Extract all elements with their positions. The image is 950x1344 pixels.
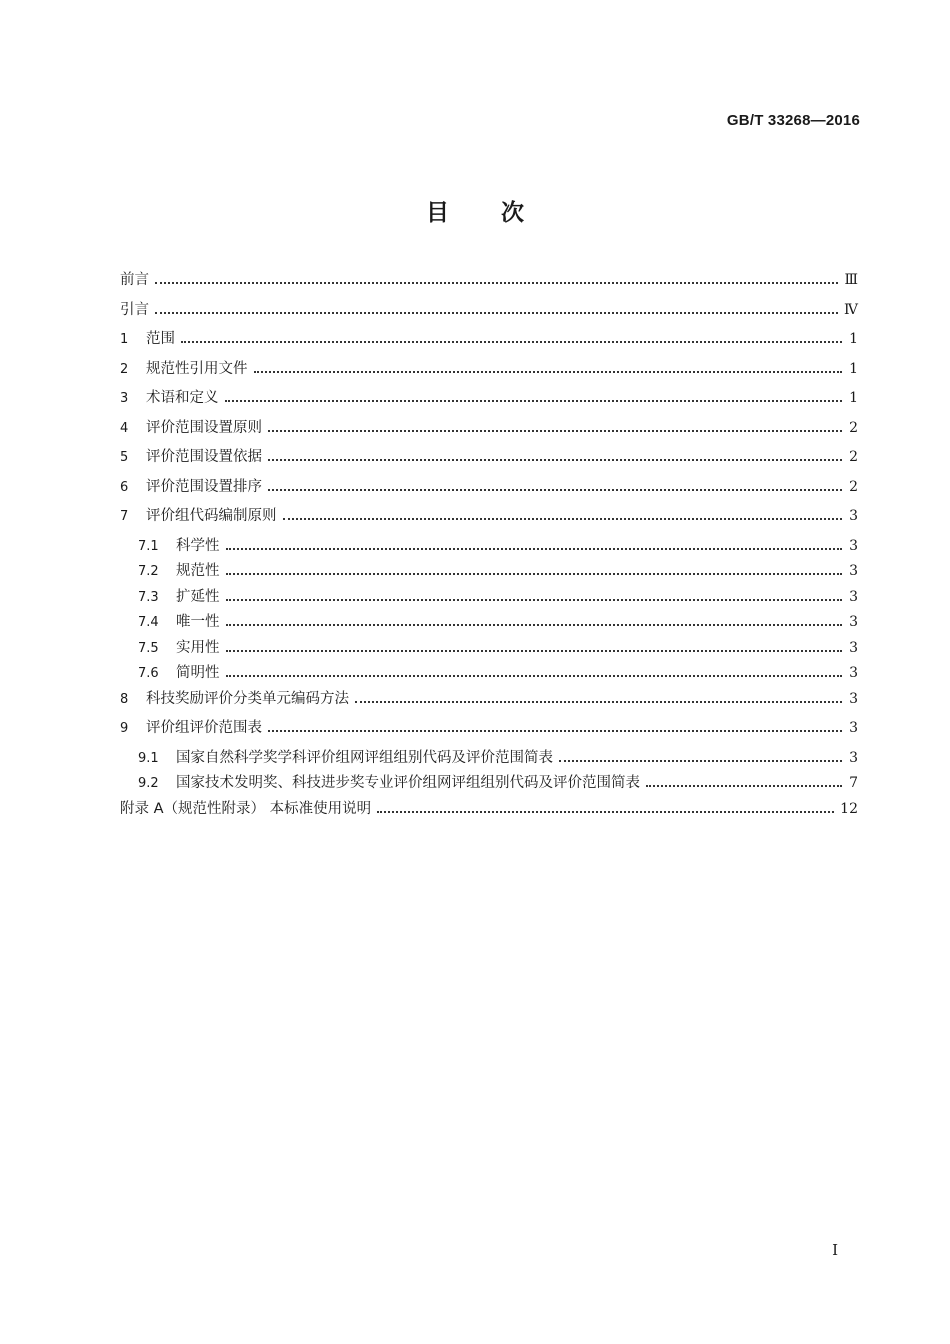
toc-entry-number: 9.2 bbox=[138, 776, 159, 791]
toc-entry-label: 范围 bbox=[146, 331, 175, 347]
toc-entry-number: 7.2 bbox=[138, 564, 159, 579]
toc-dot-leader bbox=[254, 371, 843, 373]
toc-entry-page: 3 bbox=[849, 720, 858, 736]
toc-entry[interactable] bbox=[120, 690, 858, 720]
toc-entry-label: 规范性 bbox=[176, 563, 220, 579]
page-number: I bbox=[832, 1241, 838, 1259]
toc-entry-number: 5 bbox=[120, 450, 129, 465]
toc-entry-label: 唯一性 bbox=[176, 614, 220, 630]
toc-dot-leader bbox=[155, 312, 838, 314]
toc-entry[interactable] bbox=[120, 330, 858, 360]
toc-entry-label: 规范性引用文件 bbox=[146, 360, 248, 377]
toc-entry[interactable] bbox=[120, 301, 858, 331]
toc-entry-page: 7 bbox=[849, 775, 858, 791]
table-of-contents bbox=[120, 271, 858, 829]
toc-entry-number: 7.6 bbox=[138, 666, 159, 681]
toc-entry[interactable] bbox=[120, 360, 858, 390]
toc-dot-leader bbox=[268, 459, 842, 461]
toc-entry-label: 评价范围设置依据 bbox=[146, 449, 262, 465]
toc-dot-leader bbox=[226, 599, 843, 601]
toc-entry[interactable] bbox=[120, 588, 858, 614]
toc-entry[interactable] bbox=[120, 749, 858, 775]
toc-entry-label: 术语和定义 bbox=[146, 390, 219, 406]
toc-entry-label: 实用性 bbox=[176, 639, 220, 656]
toc-entry-label: 附录 A（规范性附录） 本标准使用说明 bbox=[120, 800, 372, 817]
toc-entry-page: 2 bbox=[849, 478, 858, 495]
toc-entry[interactable] bbox=[120, 537, 858, 563]
toc-entry[interactable] bbox=[120, 389, 858, 419]
toc-entry-label: 评价范围设置排序 bbox=[146, 478, 262, 495]
toc-dot-leader bbox=[355, 701, 842, 703]
toc-entry-page: 1 bbox=[849, 360, 858, 377]
toc-dot-leader bbox=[377, 811, 834, 813]
toc-entry[interactable] bbox=[120, 478, 858, 508]
toc-entry-number: 8 bbox=[120, 691, 129, 707]
toc-entry-page: 3 bbox=[849, 508, 858, 524]
toc-entry[interactable] bbox=[120, 562, 858, 588]
toc-entry-label: 简明性 bbox=[176, 665, 220, 681]
toc-entry-number: 9.1 bbox=[138, 750, 159, 766]
toc-entry-page: 3 bbox=[849, 690, 858, 707]
toc-dot-leader bbox=[268, 730, 842, 732]
toc-entry-number: 3 bbox=[120, 391, 129, 406]
toc-dot-leader bbox=[181, 341, 842, 343]
toc-entry-label: 科学性 bbox=[176, 537, 220, 554]
toc-dot-leader bbox=[226, 624, 843, 626]
toc-entry-page: 3 bbox=[849, 639, 858, 656]
toc-dot-leader bbox=[225, 400, 843, 402]
toc-dot-leader bbox=[155, 282, 838, 284]
toc-entry-label: 扩延性 bbox=[176, 588, 220, 605]
toc-entry[interactable] bbox=[120, 419, 858, 449]
toc-entry-page: 3 bbox=[849, 665, 858, 681]
toc-dot-leader bbox=[226, 548, 843, 550]
toc-entry-number: 7.4 bbox=[138, 615, 159, 630]
toc-entry-number: 6 bbox=[120, 479, 129, 495]
toc-entry-page: 1 bbox=[849, 331, 858, 347]
toc-entry[interactable] bbox=[120, 639, 858, 665]
toc-entry-page: 3 bbox=[849, 614, 858, 630]
standard-code: GB/T 33268—2016 bbox=[726, 112, 860, 129]
toc-entry-label: 引言 bbox=[120, 301, 149, 318]
toc-entry-number: 7.5 bbox=[138, 640, 159, 656]
toc-entry-number: 1 bbox=[120, 332, 129, 347]
toc-entry-page: 1 bbox=[849, 390, 858, 406]
toc-entry[interactable] bbox=[120, 448, 858, 478]
toc-entry-label: 评价组评价范围表 bbox=[146, 720, 262, 736]
toc-entry-label: 评价组代码编制原则 bbox=[146, 508, 277, 524]
toc-entry[interactable] bbox=[120, 664, 858, 690]
toc-entry-number: 7 bbox=[120, 509, 129, 524]
toc-entry[interactable] bbox=[120, 507, 858, 537]
toc-dot-leader bbox=[226, 650, 843, 652]
toc-entry-number: 9 bbox=[120, 721, 129, 736]
toc-entry-label: 评价范围设置原则 bbox=[146, 419, 262, 436]
toc-entry-page: 3 bbox=[849, 749, 858, 766]
toc-entry-number: 4 bbox=[120, 420, 129, 436]
toc-entry-page: 3 bbox=[849, 537, 858, 554]
toc-entry-page: 2 bbox=[849, 449, 858, 465]
toc-entry-page: Ⅳ bbox=[844, 301, 858, 318]
toc-dot-leader bbox=[226, 675, 843, 677]
toc-entry-page: 3 bbox=[849, 588, 858, 605]
toc-entry-label: 国家技术发明奖、科技进步奖专业评价组网评组组别代码及评价范围简表 bbox=[176, 775, 640, 791]
toc-entry[interactable] bbox=[120, 271, 858, 301]
toc-dot-leader bbox=[283, 518, 843, 520]
toc-dot-leader bbox=[559, 760, 842, 762]
toc-dot-leader bbox=[268, 489, 842, 491]
toc-entry-page: 2 bbox=[849, 419, 858, 436]
toc-entry-number: 2 bbox=[120, 361, 129, 377]
toc-entry[interactable] bbox=[120, 613, 858, 639]
toc-entry-page: 3 bbox=[849, 563, 858, 579]
toc-dot-leader bbox=[226, 573, 843, 575]
toc-entry-label: 科技奖励评价分类单元编码方法 bbox=[146, 690, 349, 707]
toc-entry-label: 国家自然科学奖学科评价组网评组组别代码及评价范围简表 bbox=[176, 749, 553, 766]
toc-entry[interactable] bbox=[120, 800, 858, 830]
toc-entry-page: 12 bbox=[840, 800, 858, 817]
page-title: 目次 bbox=[426, 200, 576, 226]
toc-dot-leader bbox=[268, 430, 842, 432]
toc-entry-number: 7.3 bbox=[138, 589, 159, 605]
toc-entry-page: Ⅲ bbox=[844, 272, 858, 288]
toc-entry[interactable] bbox=[120, 774, 858, 800]
toc-entry-number: 7.1 bbox=[138, 538, 159, 554]
toc-dot-leader bbox=[646, 785, 842, 787]
toc-entry-label: 前言 bbox=[120, 272, 149, 288]
toc-entry[interactable] bbox=[120, 719, 858, 749]
